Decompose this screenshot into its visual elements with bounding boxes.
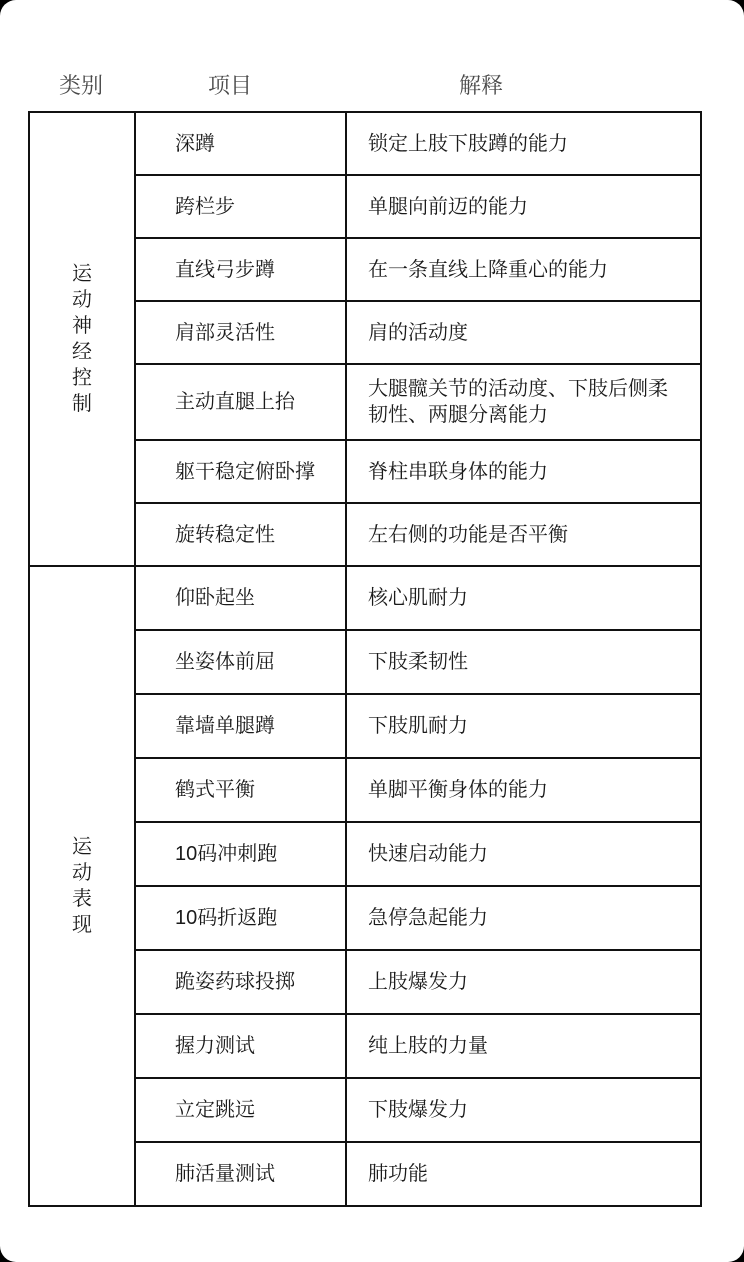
explanation-cell: 单腿向前迈的能力 [346, 175, 701, 238]
explanation-cell: 锁定上肢下肢蹲的能力 [346, 112, 701, 175]
explanation-cell: 下肢爆发力 [346, 1078, 701, 1142]
item-cell: 鹤式平衡 [135, 758, 346, 822]
explanation-cell: 肩的活动度 [346, 301, 701, 364]
table-row [29, 566, 701, 630]
item-cell: 10码折返跑 [135, 886, 346, 950]
item-cell: 10码冲刺跑 [135, 822, 346, 886]
header-explanation: 解释 [458, 73, 504, 98]
table-row [29, 112, 701, 175]
explanation-cell: 下肢柔韧性 [346, 630, 701, 694]
item-cell: 握力测试 [135, 1014, 346, 1078]
assessment-table [28, 111, 702, 1207]
item-cell: 直线弓步蹲 [135, 238, 346, 301]
item-cell: 肺活量测试 [135, 1142, 346, 1206]
item-cell: 肩部灵活性 [135, 301, 346, 364]
explanation-cell: 纯上肢的力量 [346, 1014, 701, 1078]
category-cell [29, 112, 135, 566]
item-cell: 坐姿体前屈 [135, 630, 346, 694]
explanation-cell: 左右侧的功能是否平衡 [346, 503, 701, 566]
header-category: 类别 [58, 73, 104, 98]
item-cell: 主动直腿上抬 [135, 364, 346, 440]
explanation-cell: 上肢爆发力 [346, 950, 701, 1014]
explanation-cell: 肺功能 [346, 1142, 701, 1206]
item-cell: 跪姿药球投掷 [135, 950, 346, 1014]
explanation-cell: 在一条直线上降重心的能力 [346, 238, 701, 301]
item-cell: 躯干稳定俯卧撑 [135, 440, 346, 503]
item-cell: 跨栏步 [135, 175, 346, 238]
category-cell [29, 566, 135, 1206]
explanation-cell: 下肢肌耐力 [346, 694, 701, 758]
item-cell: 深蹲 [135, 112, 346, 175]
explanation-cell: 大腿髋关节的活动度、下肢后侧柔韧性、两腿分离能力 [346, 364, 701, 440]
item-cell: 仰卧起坐 [135, 566, 346, 630]
item-cell: 立定跳远 [135, 1078, 346, 1142]
explanation-cell: 脊柱串联身体的能力 [346, 440, 701, 503]
assessment-table-body [29, 112, 701, 1206]
category-vertical-label: 运 动 表 现 [72, 836, 92, 936]
item-cell: 旋转稳定性 [135, 503, 346, 566]
explanation-cell: 快速启动能力 [346, 822, 701, 886]
explanation-cell: 急停急起能力 [346, 886, 701, 950]
header-item: 项目 [207, 73, 253, 98]
item-cell: 靠墙单腿蹲 [135, 694, 346, 758]
category-vertical-label: 运 动 神 经 控 制 [72, 263, 92, 415]
explanation-cell: 单脚平衡身体的能力 [346, 758, 701, 822]
explanation-cell: 核心肌耐力 [346, 566, 701, 630]
